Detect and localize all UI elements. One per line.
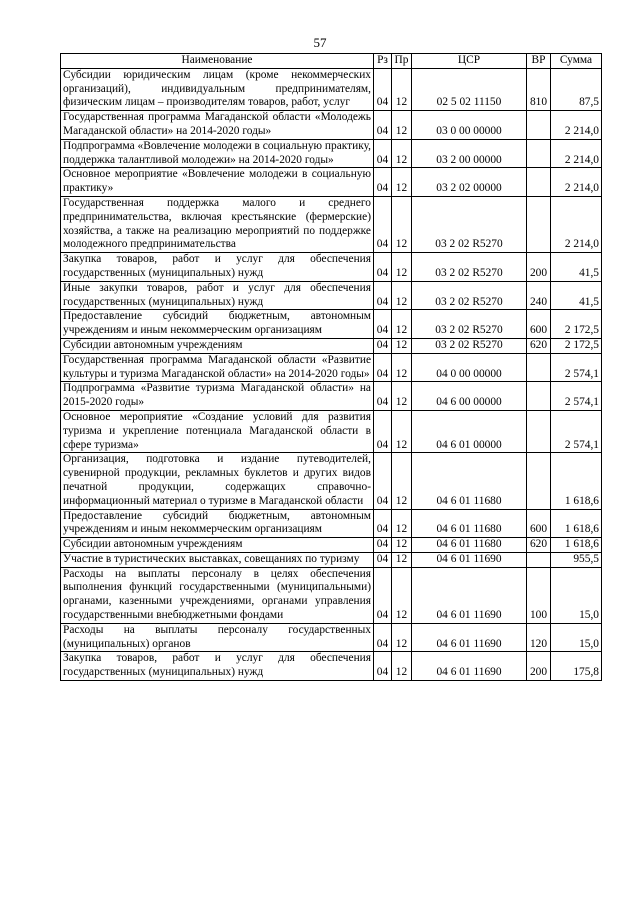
table-row xyxy=(61,196,602,252)
table-row xyxy=(61,509,602,538)
cell-pr: 12 xyxy=(392,353,412,382)
table-row xyxy=(61,567,602,623)
cell-rz: 04 xyxy=(374,196,392,252)
table-row xyxy=(61,338,602,353)
table-row xyxy=(61,139,602,168)
cell-sum: 2 214,0 xyxy=(551,111,602,140)
cell-vr xyxy=(527,382,551,411)
cell-sum: 2 172,5 xyxy=(551,338,602,353)
table-row xyxy=(61,623,602,652)
cell-name: Основное мероприятие «Вовлечение молодежи в социальную практику» xyxy=(61,168,374,197)
header-sum: Сумма xyxy=(551,54,602,69)
cell-csr: 02 5 02 11150 xyxy=(412,68,527,110)
cell-csr: 03 2 00 00000 xyxy=(412,139,527,168)
cell-vr: 120 xyxy=(527,623,551,652)
cell-name: Закупка товаров, работ и услуг для обеспечения государственных (муниципальных) нужд xyxy=(61,652,374,681)
cell-sum: 2 214,0 xyxy=(551,196,602,252)
header-rz: Рз xyxy=(374,54,392,69)
cell-name: Иные закупки товаров, работ и услуг для обеспечения государственных (муниципальных) нужд xyxy=(61,281,374,310)
cell-csr: 04 6 01 11680 xyxy=(412,509,527,538)
table-row xyxy=(61,253,602,282)
cell-csr: 04 6 01 00000 xyxy=(412,410,527,452)
cell-name: Организация, подготовка и издание путеводителей, сувенирной продукции, рекламных буклетов и других видов печатной продукции, содержащих справочно-информационный материал о туризме в Магаданской области xyxy=(61,453,374,509)
cell-csr: 03 2 02 R5270 xyxy=(412,253,527,282)
table-row xyxy=(61,281,602,310)
cell-pr: 12 xyxy=(392,281,412,310)
cell-name: Государственная поддержка малого и среднего предпринимательства, включая крестьянские (фермерские) хозяйства, а также на реализацию мероприятий по поддержке молодежного предпринимательства xyxy=(61,196,374,252)
cell-sum: 1 618,6 xyxy=(551,538,602,553)
header-csr: ЦСР xyxy=(412,54,527,69)
cell-sum: 955,5 xyxy=(551,552,602,567)
table-row xyxy=(61,410,602,452)
cell-pr: 12 xyxy=(392,538,412,553)
cell-vr: 600 xyxy=(527,310,551,339)
cell-sum: 15,0 xyxy=(551,623,602,652)
cell-rz: 04 xyxy=(374,382,392,411)
cell-pr: 12 xyxy=(392,552,412,567)
cell-sum: 2 214,0 xyxy=(551,168,602,197)
cell-sum: 2 574,1 xyxy=(551,382,602,411)
page-number: 57 xyxy=(313,35,327,50)
cell-csr: 04 6 01 11690 xyxy=(412,567,527,623)
cell-vr: 200 xyxy=(527,652,551,681)
cell-pr: 12 xyxy=(392,196,412,252)
cell-pr: 12 xyxy=(392,509,412,538)
cell-csr: 03 2 02 R5270 xyxy=(412,281,527,310)
cell-pr: 12 xyxy=(392,338,412,353)
cell-pr: 12 xyxy=(392,652,412,681)
cell-vr xyxy=(527,168,551,197)
cell-csr: 03 0 00 00000 xyxy=(412,111,527,140)
cell-pr: 12 xyxy=(392,567,412,623)
cell-name: Государственная программа Магаданской области «Развитие культуры и туризма Магаданской области» на 2014-2020 годы» xyxy=(61,353,374,382)
cell-vr: 200 xyxy=(527,253,551,282)
cell-pr: 12 xyxy=(392,310,412,339)
table-row xyxy=(61,538,602,553)
cell-rz: 04 xyxy=(374,353,392,382)
cell-csr: 03 2 02 R5270 xyxy=(412,338,527,353)
cell-rz: 04 xyxy=(374,567,392,623)
header-row xyxy=(61,54,602,69)
header-pr: Пр xyxy=(392,54,412,69)
cell-vr xyxy=(527,552,551,567)
cell-vr xyxy=(527,111,551,140)
cell-rz: 04 xyxy=(374,310,392,339)
table-row xyxy=(61,353,602,382)
cell-name: Субсидии автономным учреждениям xyxy=(61,538,374,553)
table-body xyxy=(61,68,602,680)
cell-rz: 04 xyxy=(374,68,392,110)
cell-vr xyxy=(527,196,551,252)
cell-name: Субсидии автономным учреждениям xyxy=(61,338,374,353)
table-row xyxy=(61,552,602,567)
cell-pr: 12 xyxy=(392,253,412,282)
cell-rz: 04 xyxy=(374,652,392,681)
cell-pr: 12 xyxy=(392,111,412,140)
cell-sum: 41,5 xyxy=(551,281,602,310)
table-row xyxy=(61,453,602,509)
cell-csr: 04 6 00 00000 xyxy=(412,382,527,411)
cell-vr xyxy=(527,410,551,452)
cell-pr: 12 xyxy=(392,410,412,452)
cell-pr: 12 xyxy=(392,623,412,652)
cell-name: Основное мероприятие «Создание условий для развития туризма и укрепление потенциала Магаданской области в сфере туризма» xyxy=(61,410,374,452)
cell-rz: 04 xyxy=(374,281,392,310)
cell-pr: 12 xyxy=(392,453,412,509)
table-row xyxy=(61,168,602,197)
cell-csr: 04 6 01 11680 xyxy=(412,538,527,553)
cell-sum: 41,5 xyxy=(551,253,602,282)
table-row xyxy=(61,68,602,110)
cell-csr: 03 2 02 R5270 xyxy=(412,310,527,339)
cell-name: Закупка товаров, работ и услуг для обеспечения государственных (муниципальных) нужд xyxy=(61,253,374,282)
cell-csr: 03 2 02 00000 xyxy=(412,168,527,197)
cell-rz: 04 xyxy=(374,509,392,538)
cell-rz: 04 xyxy=(374,552,392,567)
cell-pr: 12 xyxy=(392,139,412,168)
cell-sum: 87,5 xyxy=(551,68,602,110)
cell-rz: 04 xyxy=(374,453,392,509)
cell-name: Участие в туристических выставках, совещаниях по туризму xyxy=(61,552,374,567)
cell-pr: 12 xyxy=(392,68,412,110)
cell-rz: 04 xyxy=(374,253,392,282)
cell-vr: 600 xyxy=(527,509,551,538)
cell-vr: 240 xyxy=(527,281,551,310)
cell-rz: 04 xyxy=(374,111,392,140)
cell-csr: 04 6 01 11690 xyxy=(412,623,527,652)
cell-csr: 03 2 02 R5270 xyxy=(412,196,527,252)
cell-name: Субсидии юридическим лицам (кроме некоммерческих организаций), индивидуальным предпринимателям, физическим лицам – производителям товаров, работ, услуг xyxy=(61,68,374,110)
cell-name: Подпрограмма «Вовлечение молодежи в социальную практику, поддержка талантливой молодежи» на 2014-2020 годы» xyxy=(61,139,374,168)
cell-rz: 04 xyxy=(374,538,392,553)
cell-rz: 04 xyxy=(374,410,392,452)
cell-name: Предоставление субсидий бюджетным, автономным учреждениям и иным некоммерческим организациям xyxy=(61,509,374,538)
cell-name: Подпрограмма «Развитие туризма Магаданской области» на 2015-2020 годы» xyxy=(61,382,374,411)
cell-sum: 15,0 xyxy=(551,567,602,623)
header-vr: ВР xyxy=(527,54,551,69)
cell-rz: 04 xyxy=(374,338,392,353)
cell-sum: 175,8 xyxy=(551,652,602,681)
cell-vr xyxy=(527,453,551,509)
cell-sum: 2 172,5 xyxy=(551,310,602,339)
cell-name: Предоставление субсидий бюджетным, автономным учреждениям и иным некоммерческим организациям xyxy=(61,310,374,339)
cell-sum: 1 618,6 xyxy=(551,509,602,538)
cell-sum: 2 574,1 xyxy=(551,353,602,382)
cell-csr: 04 6 01 11690 xyxy=(412,652,527,681)
cell-pr: 12 xyxy=(392,382,412,411)
cell-vr: 100 xyxy=(527,567,551,623)
cell-sum: 2 574,1 xyxy=(551,410,602,452)
cell-vr xyxy=(527,353,551,382)
cell-csr: 04 0 00 00000 xyxy=(412,353,527,382)
table-row xyxy=(61,382,602,411)
budget-table xyxy=(60,53,602,681)
cell-rz: 04 xyxy=(374,139,392,168)
table-row xyxy=(61,652,602,681)
cell-name: Расходы на выплаты персоналу в целях обеспечения выполнения функций государственными (муниципальными) органами, казенными учреждениями, органами управления государственными внебюджетными фондами xyxy=(61,567,374,623)
cell-rz: 04 xyxy=(374,623,392,652)
cell-name: Государственная программа Магаданской области «Молодежь Магаданской области» на 2014-2020 годы» xyxy=(61,111,374,140)
header-name: Наименование xyxy=(61,54,374,69)
cell-sum: 1 618,6 xyxy=(551,453,602,509)
cell-csr: 04 6 01 11680 xyxy=(412,453,527,509)
cell-sum: 2 214,0 xyxy=(551,139,602,168)
cell-csr: 04 6 01 11690 xyxy=(412,552,527,567)
table-row xyxy=(61,310,602,339)
cell-vr: 620 xyxy=(527,338,551,353)
cell-vr: 620 xyxy=(527,538,551,553)
cell-vr xyxy=(527,139,551,168)
cell-name: Расходы на выплаты персоналу государственных (муниципальных) органов xyxy=(61,623,374,652)
cell-pr: 12 xyxy=(392,168,412,197)
cell-rz: 04 xyxy=(374,168,392,197)
cell-vr: 810 xyxy=(527,68,551,110)
table-row xyxy=(61,111,602,140)
